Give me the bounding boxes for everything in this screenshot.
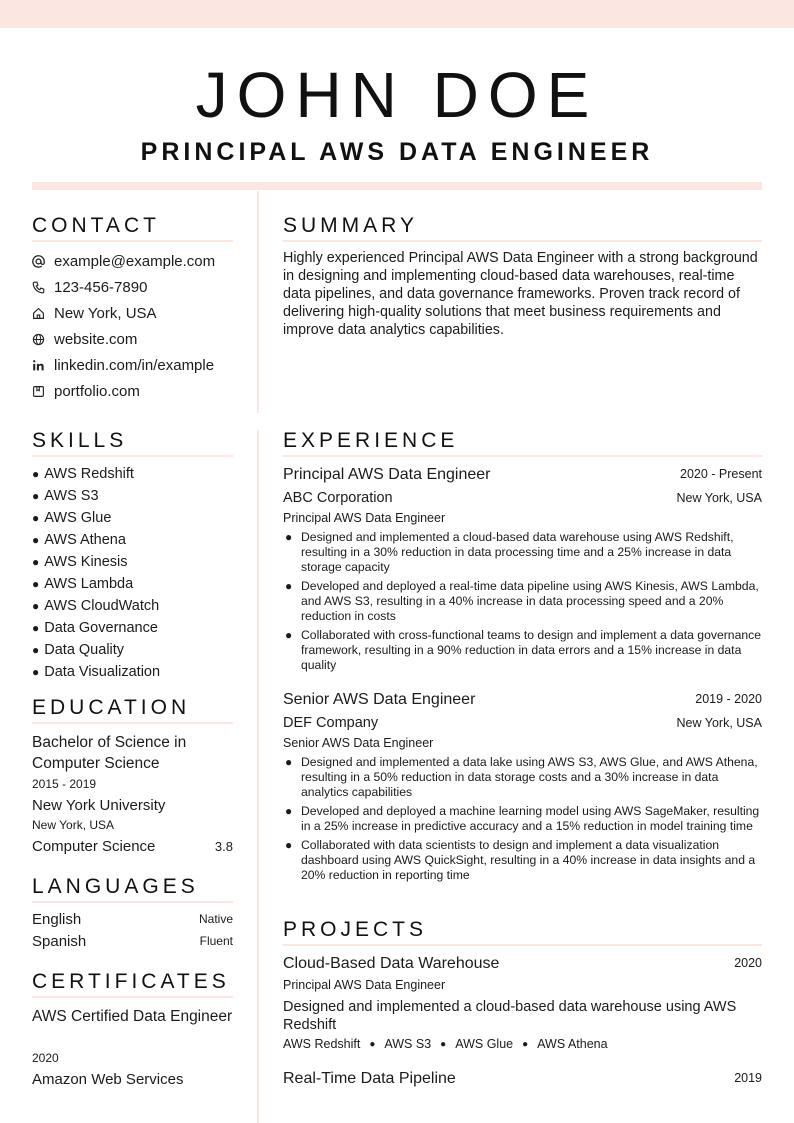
portfolio-icon [32,385,54,398]
bullet-icon: ● [285,530,293,544]
project-tags [283,1037,608,1051]
job-bullet-text: Developed and deployed a machine learning model using AWS SageMaker, resulting in a 25% increase in predictive accuracy and a 15% reduction in model training time [301,804,760,833]
contact-linkedin-text: linkedin.com/in/example [54,356,215,374]
bullet-icon: ● [32,555,40,569]
bullet-icon: ● [32,665,40,679]
skill-label: Data Governance [44,620,158,636]
skill-item [32,661,247,683]
certificate-name: AWS Certified Data Engineer [32,1008,233,1025]
column-divider-bottom [257,430,259,1123]
globe-icon [32,333,54,346]
language-level: Fluent [199,934,233,948]
skill-item [32,507,247,529]
bullet-icon: ● [32,511,40,525]
bullet-icon: ● [285,579,293,593]
job-role: Senior AWS Data Engineer [283,736,434,750]
bullet-icon: ● [32,467,40,481]
contact-website[interactable] [32,326,247,352]
education-gpa: 3.8 [214,839,233,854]
job-title: Principal AWS Data Engineer [283,466,491,483]
projects-heading: PROJECTS [283,918,762,946]
skill-item [32,485,247,507]
languages-heading: LANGUAGES [32,875,233,903]
certificate-year: 2020 [32,1051,59,1065]
project-tag: AWS S3 [384,1037,432,1051]
contact-email[interactable] [32,248,247,274]
education-heading: EDUCATION [32,696,233,724]
job-bullet-text: Designed and implemented a data lake using AWS S3, AWS Glue, and AWS Athena, resulting in a 50% reduction in data storage costs and a 30% increase in data analytics capabilities [301,755,758,799]
skill-item [32,463,247,485]
skill-item [32,573,247,595]
bullet-icon: ● [32,577,40,591]
contact-phone[interactable] [32,274,247,300]
education-field: Computer Science [32,838,156,855]
tag-separator-icon: ● [369,1038,376,1050]
skill-label: Data Quality [44,642,125,658]
contact-email-text: example@example.com [54,252,216,270]
project-year: 2019 [734,1071,762,1085]
bullet-icon: ● [285,755,293,769]
skill-label: AWS Redshift [44,466,134,482]
at-icon [32,255,54,268]
job-bullet-text: Designed and implemented a cloud-based data warehouse using AWS Redshift, resulting in a 30% reduction in data processing time and a 25% increase in data storage capacity [301,530,734,574]
job-bullet-text: Developed and deployed a real-time data pipeline using AWS Kinesis, AWS Lambda, and AWS S3, resulting in a 40% increase in data processing speed and a 20% reduction in costs [301,579,759,623]
skill-label: AWS Glue [44,510,112,526]
bullet-icon: ● [32,489,40,503]
skills-list [32,463,247,683]
bullet-icon: ● [32,643,40,657]
certificates-heading: CERTIFICATES [32,970,233,998]
contact-location-text: New York, USA [54,304,157,322]
job-bullet [283,530,762,575]
skill-label: AWS Lambda [44,576,134,592]
project-tag: AWS Glue [455,1037,514,1051]
tag-separator-icon: ● [522,1038,529,1050]
skill-item [32,639,247,661]
job-dates: 2019 - 2020 [695,692,762,706]
language-name: Spanish [32,933,87,950]
experience-heading: EXPERIENCE [283,429,762,457]
language-level: Native [198,912,233,926]
summary-text: Highly experienced Principal AWS Data Engineer with a strong background in designing and implementing cloud-based data warehouses, real-time data pipelines, and data governance frameworks. Proven track record of delivering high-quality solutions that meet business requirements and improve data analytics capabilities. [283,250,758,338]
bullet-icon: ● [32,533,40,547]
contact-portfolio[interactable] [32,378,247,404]
project-tag: AWS Redshift [283,1037,361,1051]
tag-separator-icon: ● [440,1038,447,1050]
skills-heading: SKILLS [32,429,233,457]
project-tag: AWS Athena [537,1037,608,1051]
job-bullet [283,838,762,883]
project-description: Designed and implemented a cloud-based data warehouse using AWS Redshift [283,999,737,1033]
job-company: DEF Company [283,715,379,731]
column-divider-top [257,191,259,413]
skill-label: AWS S3 [44,488,99,504]
job-bullets [283,755,762,887]
job-bullet-text: Collaborated with data scientists to design and implement a data visualization dashboard using AWS QuickSight, resulting in a 40% increase in data insights and a 20% reduction in reporting time [301,838,756,882]
job-bullet [283,755,762,800]
contact-list [32,248,247,404]
candidate-name: JOHN DOE [195,59,599,131]
bullet-icon: ● [285,804,293,818]
skill-item [32,617,247,639]
linkedin-icon [32,359,54,372]
bullet-icon: ● [32,621,40,635]
job-dates: 2020 - Present [680,467,762,481]
contact-linkedin[interactable] [32,352,247,378]
contact-location [32,300,247,326]
contact-phone-text: 123-456-7890 [54,278,148,296]
job-role: Principal AWS Data Engineer [283,511,446,525]
job-location: New York, USA [676,716,762,730]
certificate-issuer: Amazon Web Services [32,1071,184,1088]
job-company: ABC Corporation [283,490,393,506]
education-degree: Bachelor of Science in Computer Science [32,734,187,772]
project-role: Principal AWS Data Engineer [283,978,446,992]
home-icon [32,307,54,320]
job-bullets [283,530,762,677]
job-bullet [283,804,762,834]
job-bullet-text: Collaborated with cross-functional teams to design and implement a data governance framework, resulting in a 90% reduction in data errors and a 15% increase in data quality [301,628,762,672]
project-year: 2020 [734,956,762,970]
education-school: New York University [32,797,166,814]
skill-label: AWS CloudWatch [44,598,160,614]
skill-label: AWS Kinesis [44,554,128,570]
education-dates: 2015 - 2019 [32,777,97,791]
phone-icon [32,281,54,294]
top-accent-bar [0,0,794,28]
job-bullet [283,628,762,673]
skill-item [32,529,247,551]
summary-heading: SUMMARY [283,214,762,242]
candidate-title: PRINCIPAL AWS DATA ENGINEER [140,138,654,166]
skill-item [32,595,247,617]
header-divider [32,182,762,190]
bullet-icon: ● [32,599,40,613]
skill-label: Data Visualization [44,664,161,680]
job-location: New York, USA [676,491,762,505]
skill-label: AWS Athena [44,532,126,548]
project-title: Real-Time Data Pipeline [283,1070,456,1087]
bullet-icon: ● [285,628,293,642]
job-title: Senior AWS Data Engineer [283,691,476,708]
bullet-icon: ● [285,838,293,852]
skill-item [32,551,247,573]
contact-website-text: website.com [54,330,138,348]
education-location: New York, USA [32,818,115,832]
project-title: Cloud-Based Data Warehouse [283,955,500,972]
contact-portfolio-text: portfolio.com [54,382,140,400]
contact-heading: CONTACT [32,214,233,242]
job-bullet [283,579,762,624]
language-name: English [32,911,82,928]
